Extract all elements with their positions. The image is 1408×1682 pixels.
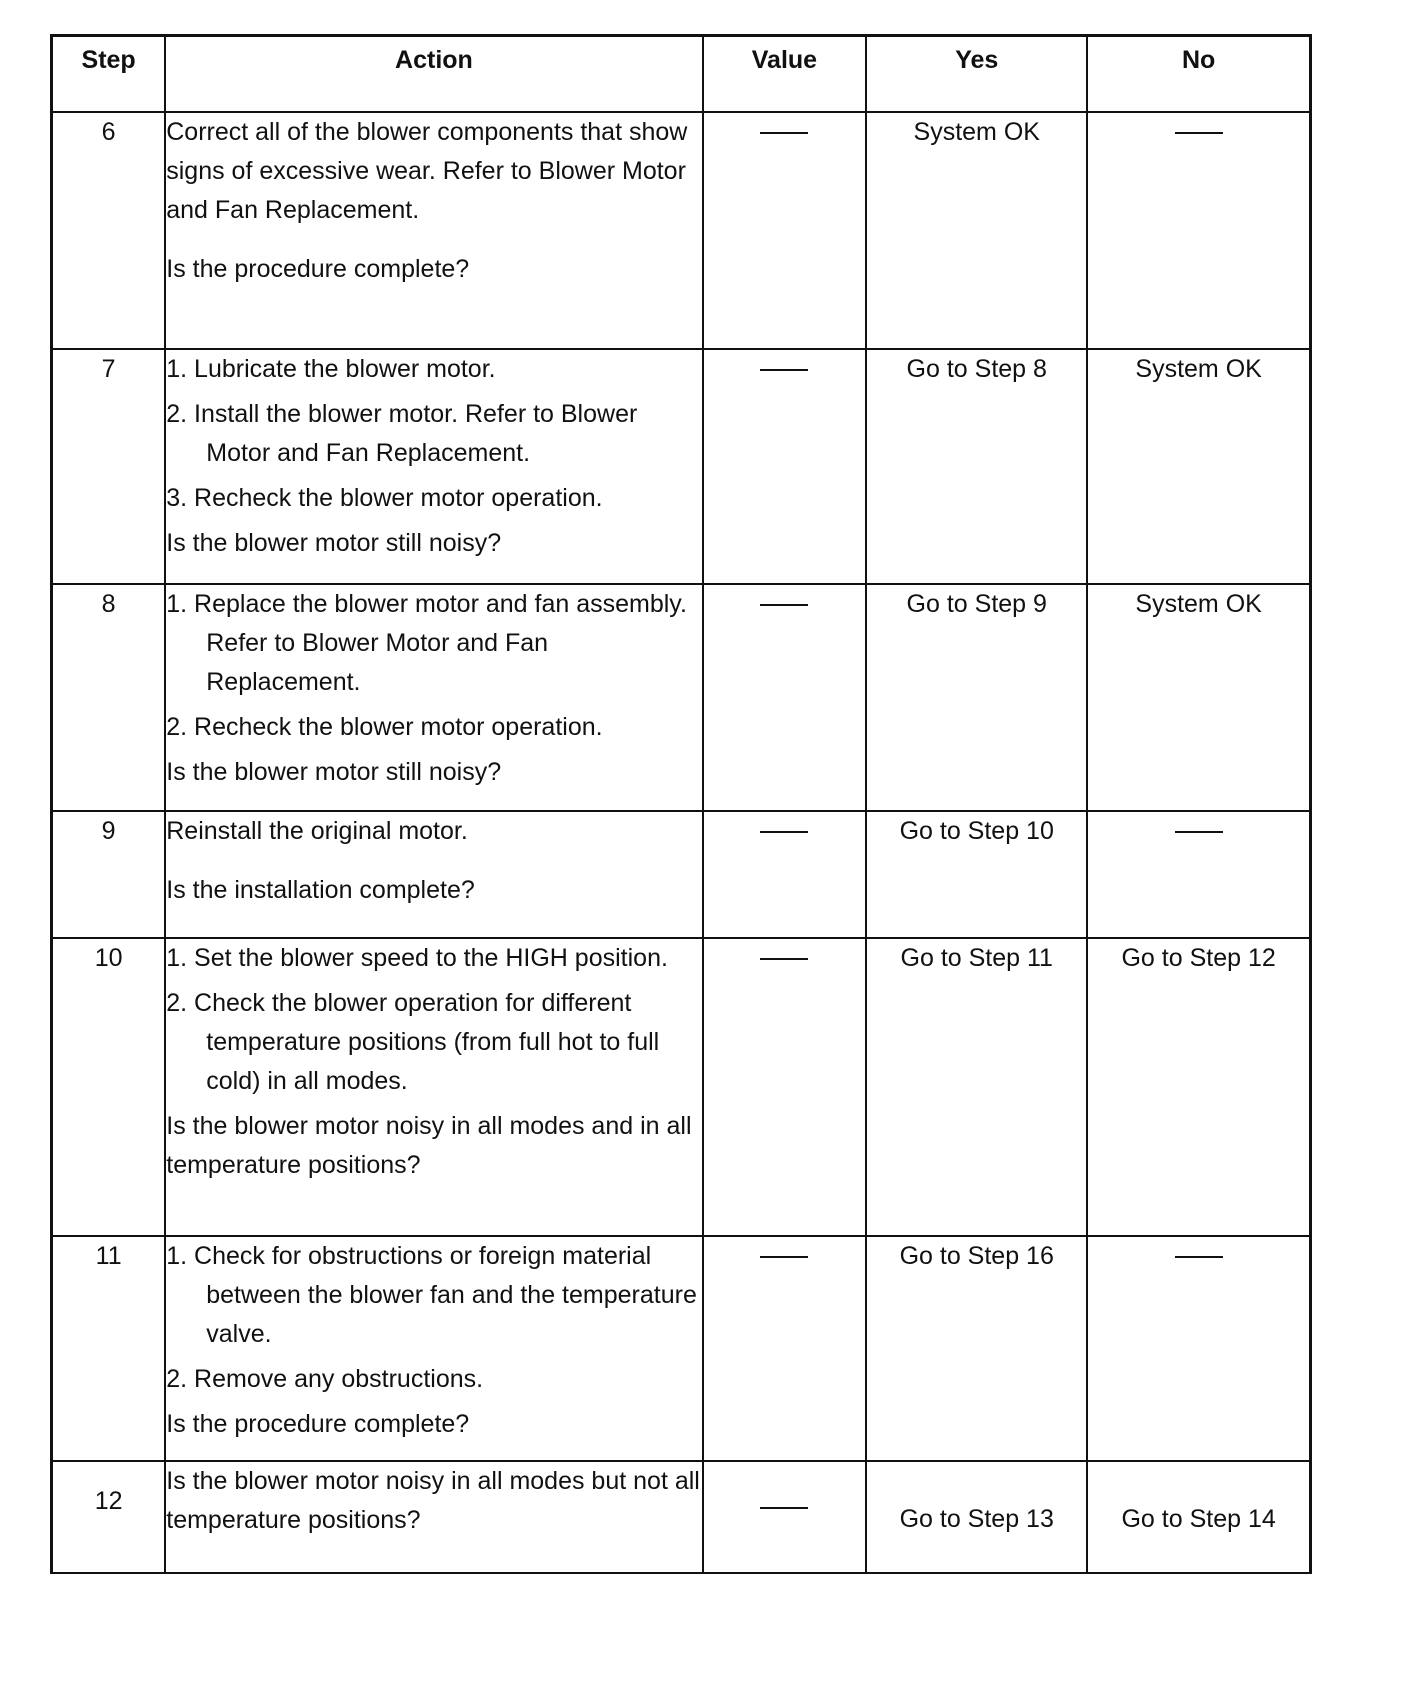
action-question: Is the blower motor still noisy?: [166, 529, 502, 557]
table-row: [52, 584, 1311, 811]
action-question: Is the blower motor noisy in all modes but not all temperature positions?: [166, 1467, 700, 1534]
action-item: 1. Set the blower speed to the HIGH position.: [166, 944, 668, 972]
action-cell: [165, 1236, 702, 1461]
action-item: 2. Check the blower operation for different temperature positions (from full hot to full cold) in all modes.: [166, 989, 660, 1095]
no-cell: System OK: [1087, 349, 1310, 584]
action-item: 3. Recheck the blower motor operation.: [166, 484, 603, 512]
value-cell: [703, 349, 867, 584]
value-cell: [703, 584, 867, 811]
action-question: Is the procedure complete?: [166, 255, 470, 283]
dash-mark: [760, 369, 808, 371]
header-yes: Yes: [866, 36, 1087, 113]
no-cell: Go to Step 12: [1087, 938, 1310, 1236]
action-cell: [165, 584, 702, 811]
diagnostic-table: [50, 34, 1312, 1574]
table-row: [52, 349, 1311, 584]
action-item: 2. Recheck the blower motor operation.: [166, 713, 603, 741]
dash-mark: [1175, 1256, 1223, 1258]
action-cell: [165, 938, 702, 1236]
header-step: Step: [52, 36, 166, 113]
action-cell: [165, 349, 702, 584]
yes-cell: Go to Step 10: [866, 811, 1087, 938]
action-cell: [165, 112, 702, 349]
no-cell: [1087, 112, 1310, 349]
yes-cell: Go to Step 9: [866, 584, 1087, 811]
dash-mark: [1175, 132, 1223, 134]
value-cell: [703, 1236, 867, 1461]
yes-cell: Go to Step 16: [866, 1236, 1087, 1461]
action-item: 2. Install the blower motor. Refer to Blower Motor and Fan Replacement.: [166, 400, 638, 467]
dash-mark: [760, 1256, 808, 1258]
step-number: 12: [52, 1461, 166, 1573]
action-question: Is the installation complete?: [166, 876, 475, 904]
yes-cell: Go to Step 8: [866, 349, 1087, 584]
step-number: 6: [52, 112, 166, 349]
table-row: [52, 112, 1311, 349]
action-question: Is the blower motor still noisy?: [166, 758, 502, 786]
no-cell: Go to Step 14: [1087, 1461, 1310, 1573]
action-text: Reinstall the original motor.: [166, 817, 468, 845]
action-question: Is the procedure complete?: [166, 1410, 470, 1438]
step-number: 9: [52, 811, 166, 938]
table-row: [52, 811, 1311, 938]
no-cell: [1087, 811, 1310, 938]
action-cell: [165, 811, 702, 938]
action-question: Is the blower motor noisy in all modes and in all temperature positions?: [166, 1112, 692, 1179]
action-item: 1. Check for obstructions or foreign material between the blower fan and the temperature valve.: [166, 1242, 697, 1348]
step-number: 7: [52, 349, 166, 584]
no-cell: [1087, 1236, 1310, 1461]
value-cell: [703, 1461, 867, 1573]
action-item: 1. Lubricate the blower motor.: [166, 355, 496, 383]
action-item: 2. Remove any obstructions.: [166, 1365, 484, 1393]
value-cell: [703, 811, 867, 938]
table-row: [52, 1236, 1311, 1461]
header-value: Value: [703, 36, 867, 113]
step-number: 10: [52, 938, 166, 1236]
yes-cell: Go to Step 13: [866, 1461, 1087, 1573]
yes-cell: System OK: [866, 112, 1087, 349]
dash-mark: [760, 604, 808, 606]
header-row: [52, 36, 1311, 113]
step-number: 8: [52, 584, 166, 811]
action-text: Correct all of the blower components that show signs of excessive wear. Refer to Blower Motor and Fan Replacement.: [166, 118, 688, 224]
table-row: [52, 1461, 1311, 1573]
value-cell: [703, 938, 867, 1236]
header-no: No: [1087, 36, 1310, 113]
no-cell: System OK: [1087, 584, 1310, 811]
dash-mark: [1175, 831, 1223, 833]
table-row: [52, 938, 1311, 1236]
action-cell: [165, 1461, 702, 1573]
value-cell: [703, 112, 867, 349]
action-item: 1. Replace the blower motor and fan assembly. Refer to Blower Motor and Fan Replacement.: [166, 590, 687, 696]
dash-mark: [760, 831, 808, 833]
dash-mark: [760, 958, 808, 960]
dash-mark: [760, 132, 808, 134]
header-action: Action: [165, 36, 702, 113]
step-number: 11: [52, 1236, 166, 1461]
dash-mark: [760, 1507, 808, 1509]
yes-cell: Go to Step 11: [866, 938, 1087, 1236]
